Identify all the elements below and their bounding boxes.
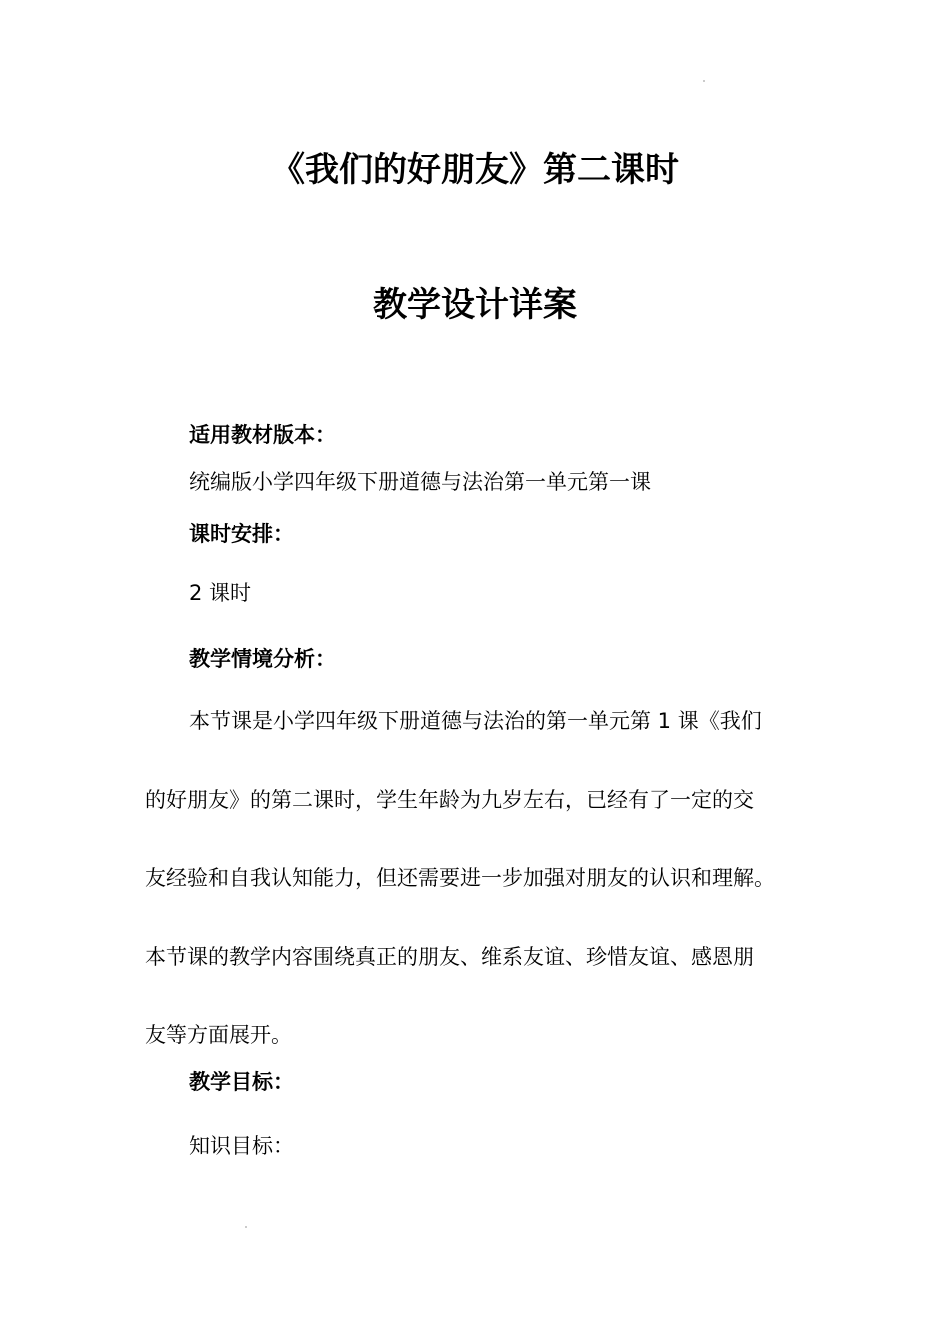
textbook-value: 统编版小学四年级下册道德与法治第一单元第一课 xyxy=(189,470,651,494)
paragraph-line: 的好朋友》的第二课时，学生年龄为九岁左右，已经有了一定的交 xyxy=(145,787,754,812)
schedule-value: 2 课时 xyxy=(189,581,252,605)
paragraph-line: 友经验和自我认知能力，但还需要进一步加强对朋友的认识和理解。 xyxy=(145,866,775,890)
paragraph-line: 友等方面展开。 xyxy=(145,1023,292,1047)
paragraph-line: 本节课是小学四年级下册道德与法治的第一单元第 1 课《我们 xyxy=(189,709,762,733)
objectives-heading: 教学目标： xyxy=(189,1070,294,1094)
schedule-heading: 课时安排： xyxy=(189,522,294,546)
textbook-heading: 适用教材版本： xyxy=(189,423,336,447)
paragraph-line: 本节课的教学内容围绕真正的朋友、维系友谊、珍惜友谊、感恩朋 xyxy=(145,944,754,969)
document-title-line1: 《我们的好朋友》第二课时 xyxy=(271,150,679,190)
document-title-line2: 教学设计详案 xyxy=(373,285,577,325)
context-paragraph xyxy=(145,706,825,1099)
decorative-dot xyxy=(245,1226,247,1228)
context-heading: 教学情境分析： xyxy=(189,647,336,671)
knowledge-objectives-label: 知识目标： xyxy=(189,1134,294,1158)
decorative-dot xyxy=(703,80,705,82)
